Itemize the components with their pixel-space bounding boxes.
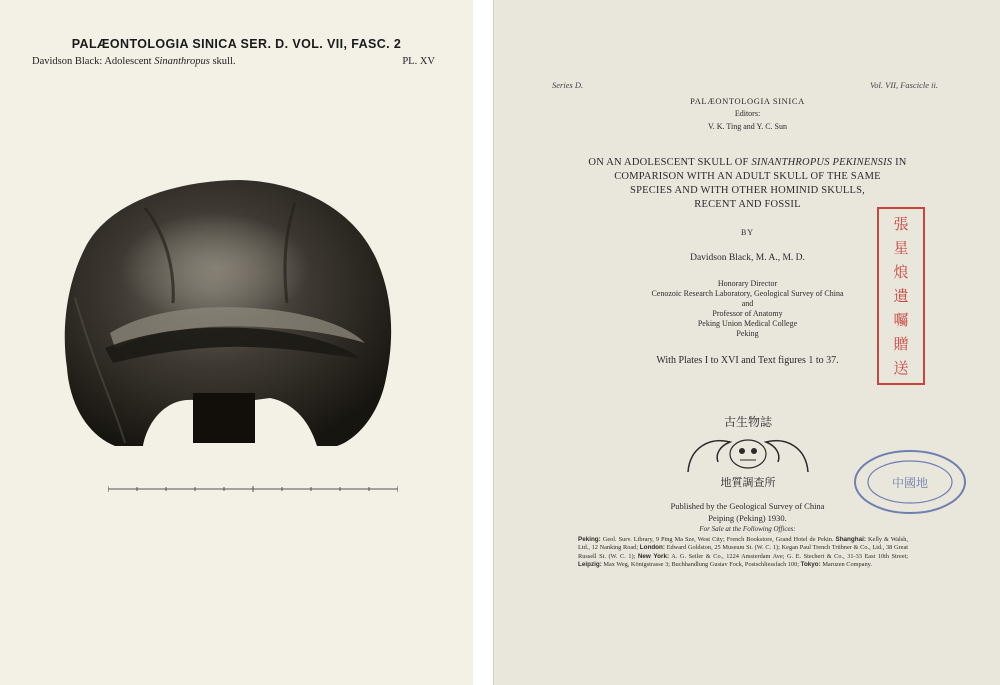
plates-line: With Plates I to XVI and Text figures 1 to 37.	[656, 355, 839, 366]
journal-name: PALÆONTOLOGIA SINICA	[690, 96, 805, 106]
title-line-2: COMPARISON WITH AN ADULT SKULL OF THE SAME	[614, 171, 881, 182]
sales-offices	[578, 536, 908, 570]
role-line: Honorary Director	[717, 279, 778, 288]
article-title	[494, 156, 1000, 212]
volume-label: Vol. VII, Fascicle ii.	[870, 80, 938, 90]
role-line: Peking Union Medical College	[697, 319, 798, 328]
office-text: Edward Goldston, 25 Museum St. (W. C. 1); Kegan Paul Trench Trübner & Co., Ltd., 38 Great Russell St. (W. C. 1);	[578, 544, 908, 560]
author-name: Davidson Black, M. A., M. D.	[690, 253, 805, 263]
office-text: Max Weg, Königstrasse 3; Buchhandlung Gustav Fock, Postschliessfach 100;	[601, 561, 801, 569]
seal-char: 遺	[893, 287, 909, 305]
series-header: PALÆONTOLOGIA SINICA SER. D. VOL. VII, FASC. 2	[71, 37, 402, 51]
office-city: Shanghai:	[835, 536, 866, 543]
office-text: A. G. Seiler & Co., 1224 Amsterdam Ave; G. E. Stechert & Co., 31-33 East 10th Street;	[669, 552, 908, 560]
plate-page	[0, 0, 473, 685]
title-line-4: RECENT AND FOSSIL	[694, 199, 801, 210]
title-page	[493, 0, 1000, 685]
role-line: Peking	[736, 329, 759, 338]
office-city: Peking:	[578, 536, 601, 543]
by-label: BY	[740, 228, 755, 237]
blue-library-stamp	[852, 448, 968, 516]
publisher-date: Peiping (Peking) 1930.	[708, 513, 787, 523]
title-species: SINANTHROPUS PEKINENSIS	[751, 157, 893, 168]
role-line: Cenozoic Research Laboratory, Geological Survey of China	[651, 289, 844, 298]
seal-char: 張	[893, 215, 909, 233]
office-city: New York:	[637, 552, 670, 560]
title-line-1-b: IN	[892, 157, 907, 168]
title-line-1	[494, 156, 1000, 170]
title-line-3: SPECIES AND WITH OTHER HOMINID SKULLS,	[630, 185, 865, 196]
office-city: Tokyo:	[800, 561, 821, 569]
for-sale-heading: For Sale at the Following Offices:	[699, 525, 796, 533]
plate-author-line	[32, 56, 235, 67]
skull-photograph	[55, 178, 405, 453]
office-city: London:	[639, 544, 665, 552]
seal-char: 贈	[893, 335, 909, 353]
publisher-line: Published by the Geological Survey of China	[670, 501, 825, 511]
survey-emblem-logo	[680, 412, 816, 492]
office-text: Kelly & Walsh, Ltd., 12 Nanking Road;	[578, 536, 908, 552]
emblem-bottom-text: 地質調查所	[720, 476, 776, 489]
plate-author-prefix: Davidson Black: Adolescent	[32, 56, 155, 67]
office-city: Leipzig:	[578, 561, 602, 569]
red-seal-stamp	[877, 207, 925, 385]
role-line: Professor of Anatomy	[712, 309, 783, 318]
office-text: Geol. Surv. Library, 9 Ping Ma Sze, West City; French Bookstore, Grand Hotel de Pekin.	[600, 536, 836, 543]
seal-char: 囑	[893, 311, 909, 329]
editors-names: V. K. Ting and Y. C. Sun	[708, 122, 787, 131]
editors-label: Editors:	[734, 109, 761, 118]
office-text: Maruzen Company.	[820, 561, 872, 569]
series-label: Series D.	[552, 80, 584, 90]
emblem-top-text: 古生物誌	[723, 415, 773, 429]
scale-bar	[108, 486, 398, 492]
plate-author-italic: Sinanthropus	[154, 56, 210, 67]
plate-number: PL. XV	[402, 56, 435, 67]
plate-author-suffix: skull.	[209, 56, 236, 67]
seal-char: 烺	[893, 263, 909, 281]
seal-char: 星	[893, 239, 909, 257]
title-line-1-a: ON AN ADOLESCENT SKULL OF	[588, 157, 752, 168]
blue-stamp-text: 中國地	[891, 476, 929, 490]
seal-char: 送	[893, 359, 909, 377]
role-line: and	[741, 299, 754, 308]
